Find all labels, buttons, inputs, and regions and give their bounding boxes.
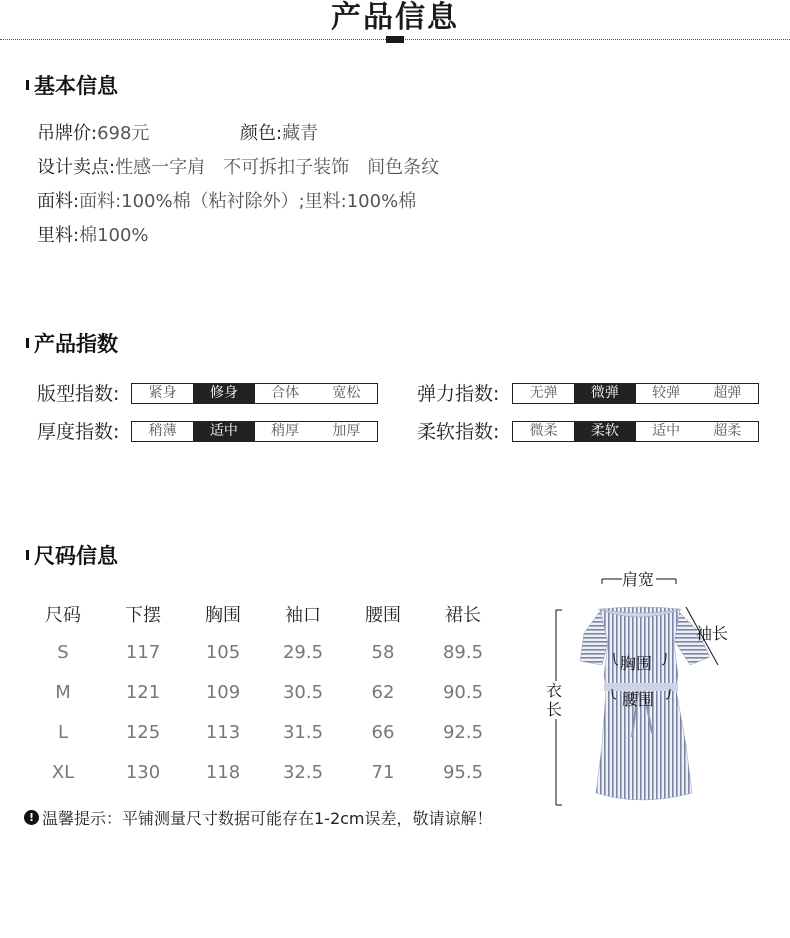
scale-option: 修身 [193,384,254,403]
section-product-index [26,330,118,356]
fit-index-scale [131,383,378,404]
design-label: 设计卖点: [37,157,116,178]
table-cell: 58 [371,642,395,663]
tag-price-row [37,122,149,146]
table-cell: L [57,722,69,743]
table-cell: 105 [205,642,241,663]
thickness-index-scale [131,421,378,442]
title-mark [386,36,404,43]
color-value: 藏青 [282,123,319,144]
section-heading: 产品指数 [34,332,118,356]
waist-label: 腰围 [622,690,655,709]
section-heading: 基本信息 [34,74,118,98]
table-cell: S [57,642,69,663]
table-cell: 109 [205,682,241,703]
design-value: 性感一字肩 不可拆扣子装饰 间色条纹 [115,157,440,178]
table-cell: 66 [371,722,395,743]
fabric-label: 面料: [37,191,80,212]
shoulder-width-label: 肩宽 [622,570,655,589]
table-cell: 92.5 [442,722,484,743]
tip-row [24,806,493,829]
column-header: 下摆 [125,605,161,626]
scale-option: 无弹 [529,385,558,401]
table-cell: 95.5 [442,762,484,783]
stretch-index-label: 弹力指数: [417,383,500,405]
table-cell: 90.5 [442,682,484,703]
chest-label: 胸围 [620,654,653,673]
lining-value: 棉100% [79,225,149,246]
section-marker [26,550,29,560]
column-header: 胸围 [205,605,241,626]
color-row [240,122,318,146]
column-header: 袖口 [285,605,321,626]
scale-option: 微弹 [574,384,635,403]
lining-row [37,224,149,248]
dress-diagram [540,565,780,810]
scale-option: 紧身 [148,385,177,401]
table-cell: 130 [125,762,161,783]
table-cell: 117 [125,642,161,663]
scale-option: 稍薄 [148,423,177,439]
table-cell: XL [51,762,75,783]
dress-illustration [540,565,780,810]
table-cell: M [55,682,71,703]
scale-option: 较弹 [652,385,681,401]
column-header: 腰围 [365,605,401,626]
table-cell: 113 [205,722,241,743]
scale-option: 柔软 [574,422,635,441]
softness-index-scale [512,421,759,442]
scale-option: 加厚 [332,423,361,439]
scale-option: 合体 [271,385,300,401]
lining-label: 里料: [37,225,80,246]
section-marker [26,338,29,348]
table-cell: 121 [125,682,161,703]
section-size-info [26,542,118,568]
table-cell: 125 [125,722,161,743]
table-cell: 71 [371,762,395,783]
table-cell: 29.5 [282,642,324,663]
design-row [37,156,439,180]
table-cell: 30.5 [282,682,324,703]
scale-option: 微柔 [529,423,558,439]
tip-text: 温馨提示：平铺测量尺寸数据可能存在1-2cm误差，敬请谅解！ [42,809,493,828]
tag-price-label: 吊牌价: [37,123,98,144]
scale-option: 稍厚 [271,423,300,439]
section-heading: 尺码信息 [34,544,118,568]
scale-option: 适中 [652,423,681,439]
scale-option: 适中 [193,422,254,441]
scale-option: 宽松 [332,385,361,401]
column-header: 尺码 [45,605,81,626]
softness-index-label: 柔软指数: [417,421,500,443]
tag-price-value: 698元 [97,123,150,144]
sleeve-length-label: 袖长 [696,624,729,643]
fabric-value: 面料:100%棉（粘衬除外）;里料:100%棉 [79,191,417,212]
scale-option: 超柔 [713,423,742,439]
fit-index-label: 版型指数: [37,383,120,405]
section-marker [26,80,29,90]
color-label: 颜色: [240,123,283,144]
table-cell: 62 [371,682,395,703]
thickness-index-label: 厚度指数: [37,421,120,443]
garment-length-label: 衣长 [545,681,562,719]
stretch-index-scale [512,383,759,404]
exclamation-icon: ! [24,810,39,825]
table-cell: 118 [205,762,241,783]
scale-option: 超弹 [713,385,742,401]
table-cell: 32.5 [282,762,324,783]
section-basic-info [26,72,118,98]
fabric-row [37,190,416,214]
column-header: 裙长 [445,605,481,626]
page-title: 产品信息 [331,0,459,35]
table-cell: 31.5 [282,722,324,743]
table-cell: 89.5 [442,642,484,663]
